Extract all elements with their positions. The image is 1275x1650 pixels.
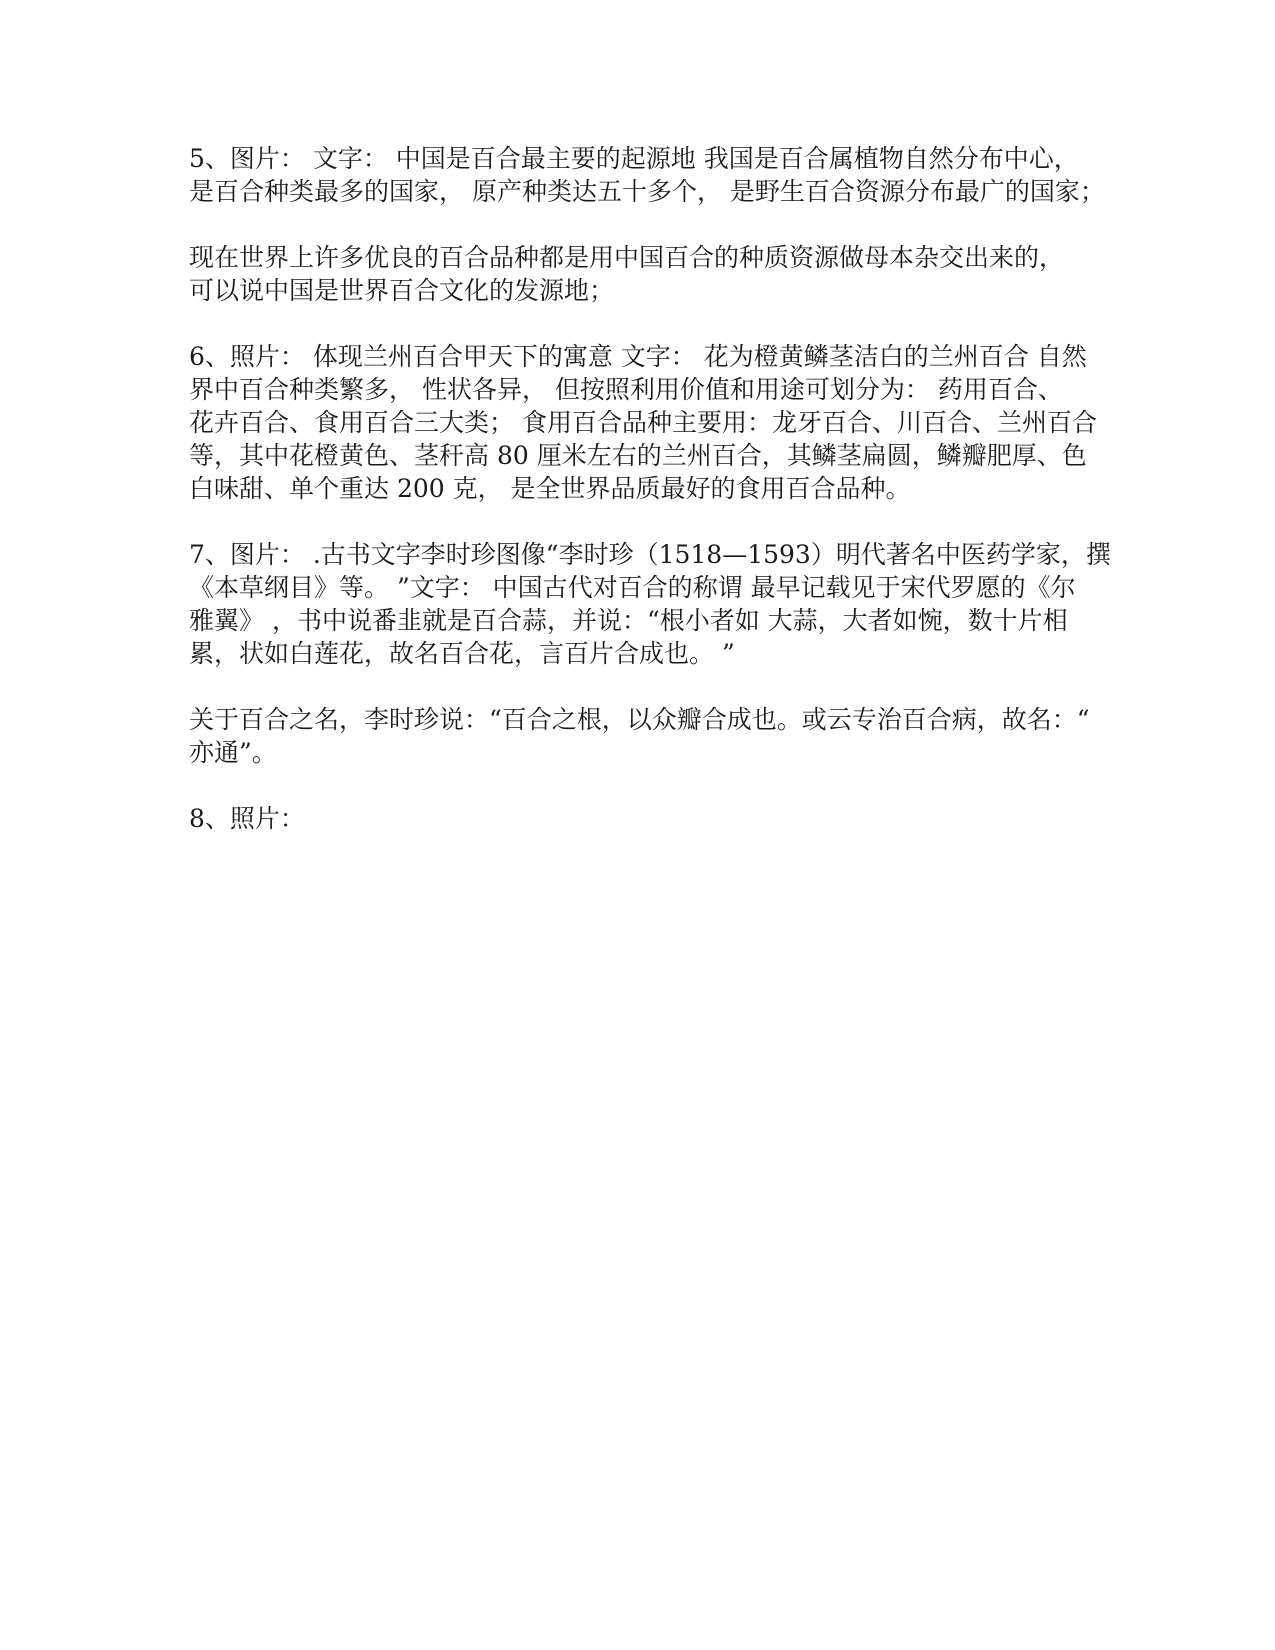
paragraph-6-photo — [189, 340, 1109, 505]
text-line: 是百合种类最多的国家， 原产种类达五十多个， 是野生百合资源分布最广的国家； — [189, 177, 1105, 206]
paragraph-8-photo — [189, 802, 1109, 835]
paragraph-5-image — [189, 142, 1109, 208]
text-line: 界中百合种类繁多， 性状各异， 但按照利用价值和用途可划分为： 药用百合、 — [189, 375, 1063, 404]
paragraph-7-image — [189, 538, 1109, 670]
text-line: 累，状如白莲花，故名百合花，言百片合成也。 ” — [189, 639, 735, 668]
text-line: 关于百合之名，李时珍说：“百合之根，以众瓣合成也。或云专治百合病，故名：“ — [189, 705, 1090, 734]
text-line: 7、图片： .古书文字李时珍图像“李时珍（1518—1593）明代著名中医药学家，撰 — [189, 540, 1111, 569]
text-line: 现在世界上许多优良的百合品种都是用中国百合的种质资源做母本杂交出来的， — [189, 243, 1065, 272]
text-line: 可以说中国是世界百合文化的发源地； — [189, 276, 615, 305]
paragraph-name-origin — [189, 703, 1109, 769]
text-line: 花卉百合、食用百合三大类； 食用百合品种主要用：龙牙百合、川百合、兰州百合 — [189, 408, 1097, 437]
paragraph-origin — [189, 241, 1109, 307]
text-line: 5、图片： 文字： 中国是百合最主要的起源地 我国是百合属植物自然分布中心， — [189, 144, 1079, 173]
text-line: 8、照片： — [189, 804, 305, 833]
text-line: 亦通”。 — [189, 738, 277, 767]
document-body — [189, 142, 1109, 868]
text-line: 《本草纲目》等。 ”文字： 中国古代对百合的称谓 最早记载见于宋代罗愿的《尔 — [189, 573, 1076, 602]
text-line: 等，其中花橙黄色、茎秆高 80 厘米左右的兰州百合，其鳞茎扁圆，鳞瓣肥厚、色 — [189, 441, 1087, 470]
text-line: 雅翼》 ，书中说番韭就是百合蒜，并说：“根小者如 大蒜，大者如惋，数十片相 — [189, 606, 1068, 635]
text-line: 白味甜、单个重达 200 克， 是全世界品质最好的食用百合品种。 — [189, 474, 911, 503]
text-line: 6、照片： 体现兰州百合甲天下的寓意 文字： 花为橙黄鳞茎洁白的兰州百合 自然 — [189, 342, 1087, 371]
